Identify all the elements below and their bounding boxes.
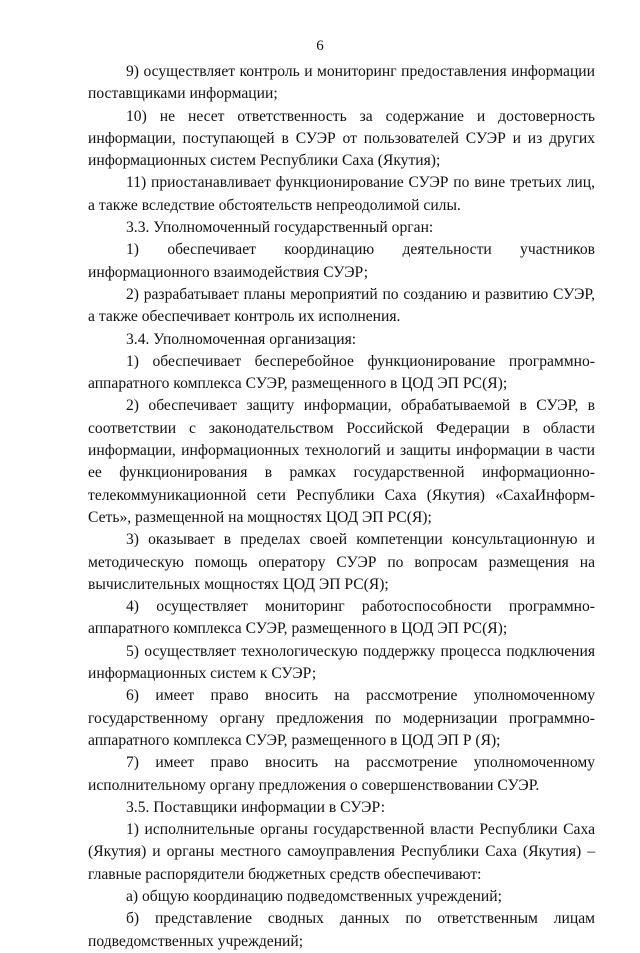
document-body	[88, 61, 595, 953]
paragraph: 5) осуществляет технологическую поддержку процесса подключения информационных систем к СУЭР;	[88, 642, 595, 683]
paragraph: 10) не несет ответственность за содержание и достоверность информации, поступающей в СУЭР от пользователей СУЭР и из других информационных систем Республики Саха (Якутия);	[88, 107, 595, 170]
section-heading: 3.4. Уполномоченная организация:	[126, 330, 357, 348]
section-heading: 3.5. Поставщики информации в СУЭР:	[126, 798, 386, 816]
page-number: 6	[316, 38, 324, 54]
paragraph: 1) обеспечивает бесперебойное функционирование программно-аппаратного комплекса СУЭР, размещенного в ЦОД ЭП РС(Я);	[88, 352, 595, 393]
paragraph: 1) исполнительные органы государственной власти Республики Саха (Якутия) и органы местного самоуправления Республики Саха (Якутия) – главные распорядители бюджетных средств обеспечивают:	[88, 821, 595, 883]
section-heading: 3.3. Уполномоченный государственный орган:	[126, 219, 434, 237]
paragraph: 11) приостанавливает функционирование СУЭР по вине третьих лиц, а также вследствие обстоятельств непреодолимой силы.	[88, 174, 595, 214]
paragraph: 6) имеет право вносить на рассмотрение уполномоченному государственному органу предложения по модернизации программно-аппаратного комплекса СУЭР, размещенного в ЦОД ЭП Р (Я);	[88, 687, 595, 749]
paragraph: 2) обеспечивает защиту информации, обрабатываемой в СУЭР, в соответствии с законодательством Российской Федерации в области информации, информационных технологий и защиты информации в части ее функционирования в рамках государственной информационно-телекоммуникационной сети Республики Саха (Якутия) «СахаИнформ-Сеть», размещенной на мощностях ЦОД ЭП РС(Я);	[88, 397, 595, 526]
paragraph: 1) обеспечивает координацию деятельности участников информационного взаимодействия СУЭР;	[88, 241, 595, 281]
paragraph: 3) оказывает в пределах своей компетенции консультационную и методическую помощь оператору СУЭР по вопросам размещения на вычислительных мощностях ЦОД ЭП РС(Я);	[88, 531, 595, 593]
paragraph: б) представление сводных данных по ответственным лицам подведомственных учреждений;	[88, 910, 595, 950]
paragraph: 2) разрабатывает планы мероприятий по созданию и развитию СУЭР, а также обеспечивает контроль их исполнения.	[88, 285, 595, 326]
paragraph: 7) имеет право вносить на рассмотрение уполномоченному исполнительному органу предложения о совершенствовании СУЭР.	[88, 754, 595, 794]
paragraph: а) общую координацию подведомственных учреждений;	[126, 887, 502, 905]
paragraph: 9) осуществляет контроль и мониторинг предоставления информации поставщиками информации;	[88, 63, 595, 103]
paragraph: 4) осуществляет мониторинг работоспособности программно-аппаратного комплекса СУЭР, размещенного в ЦОД ЭП РС(Я);	[88, 598, 595, 638]
